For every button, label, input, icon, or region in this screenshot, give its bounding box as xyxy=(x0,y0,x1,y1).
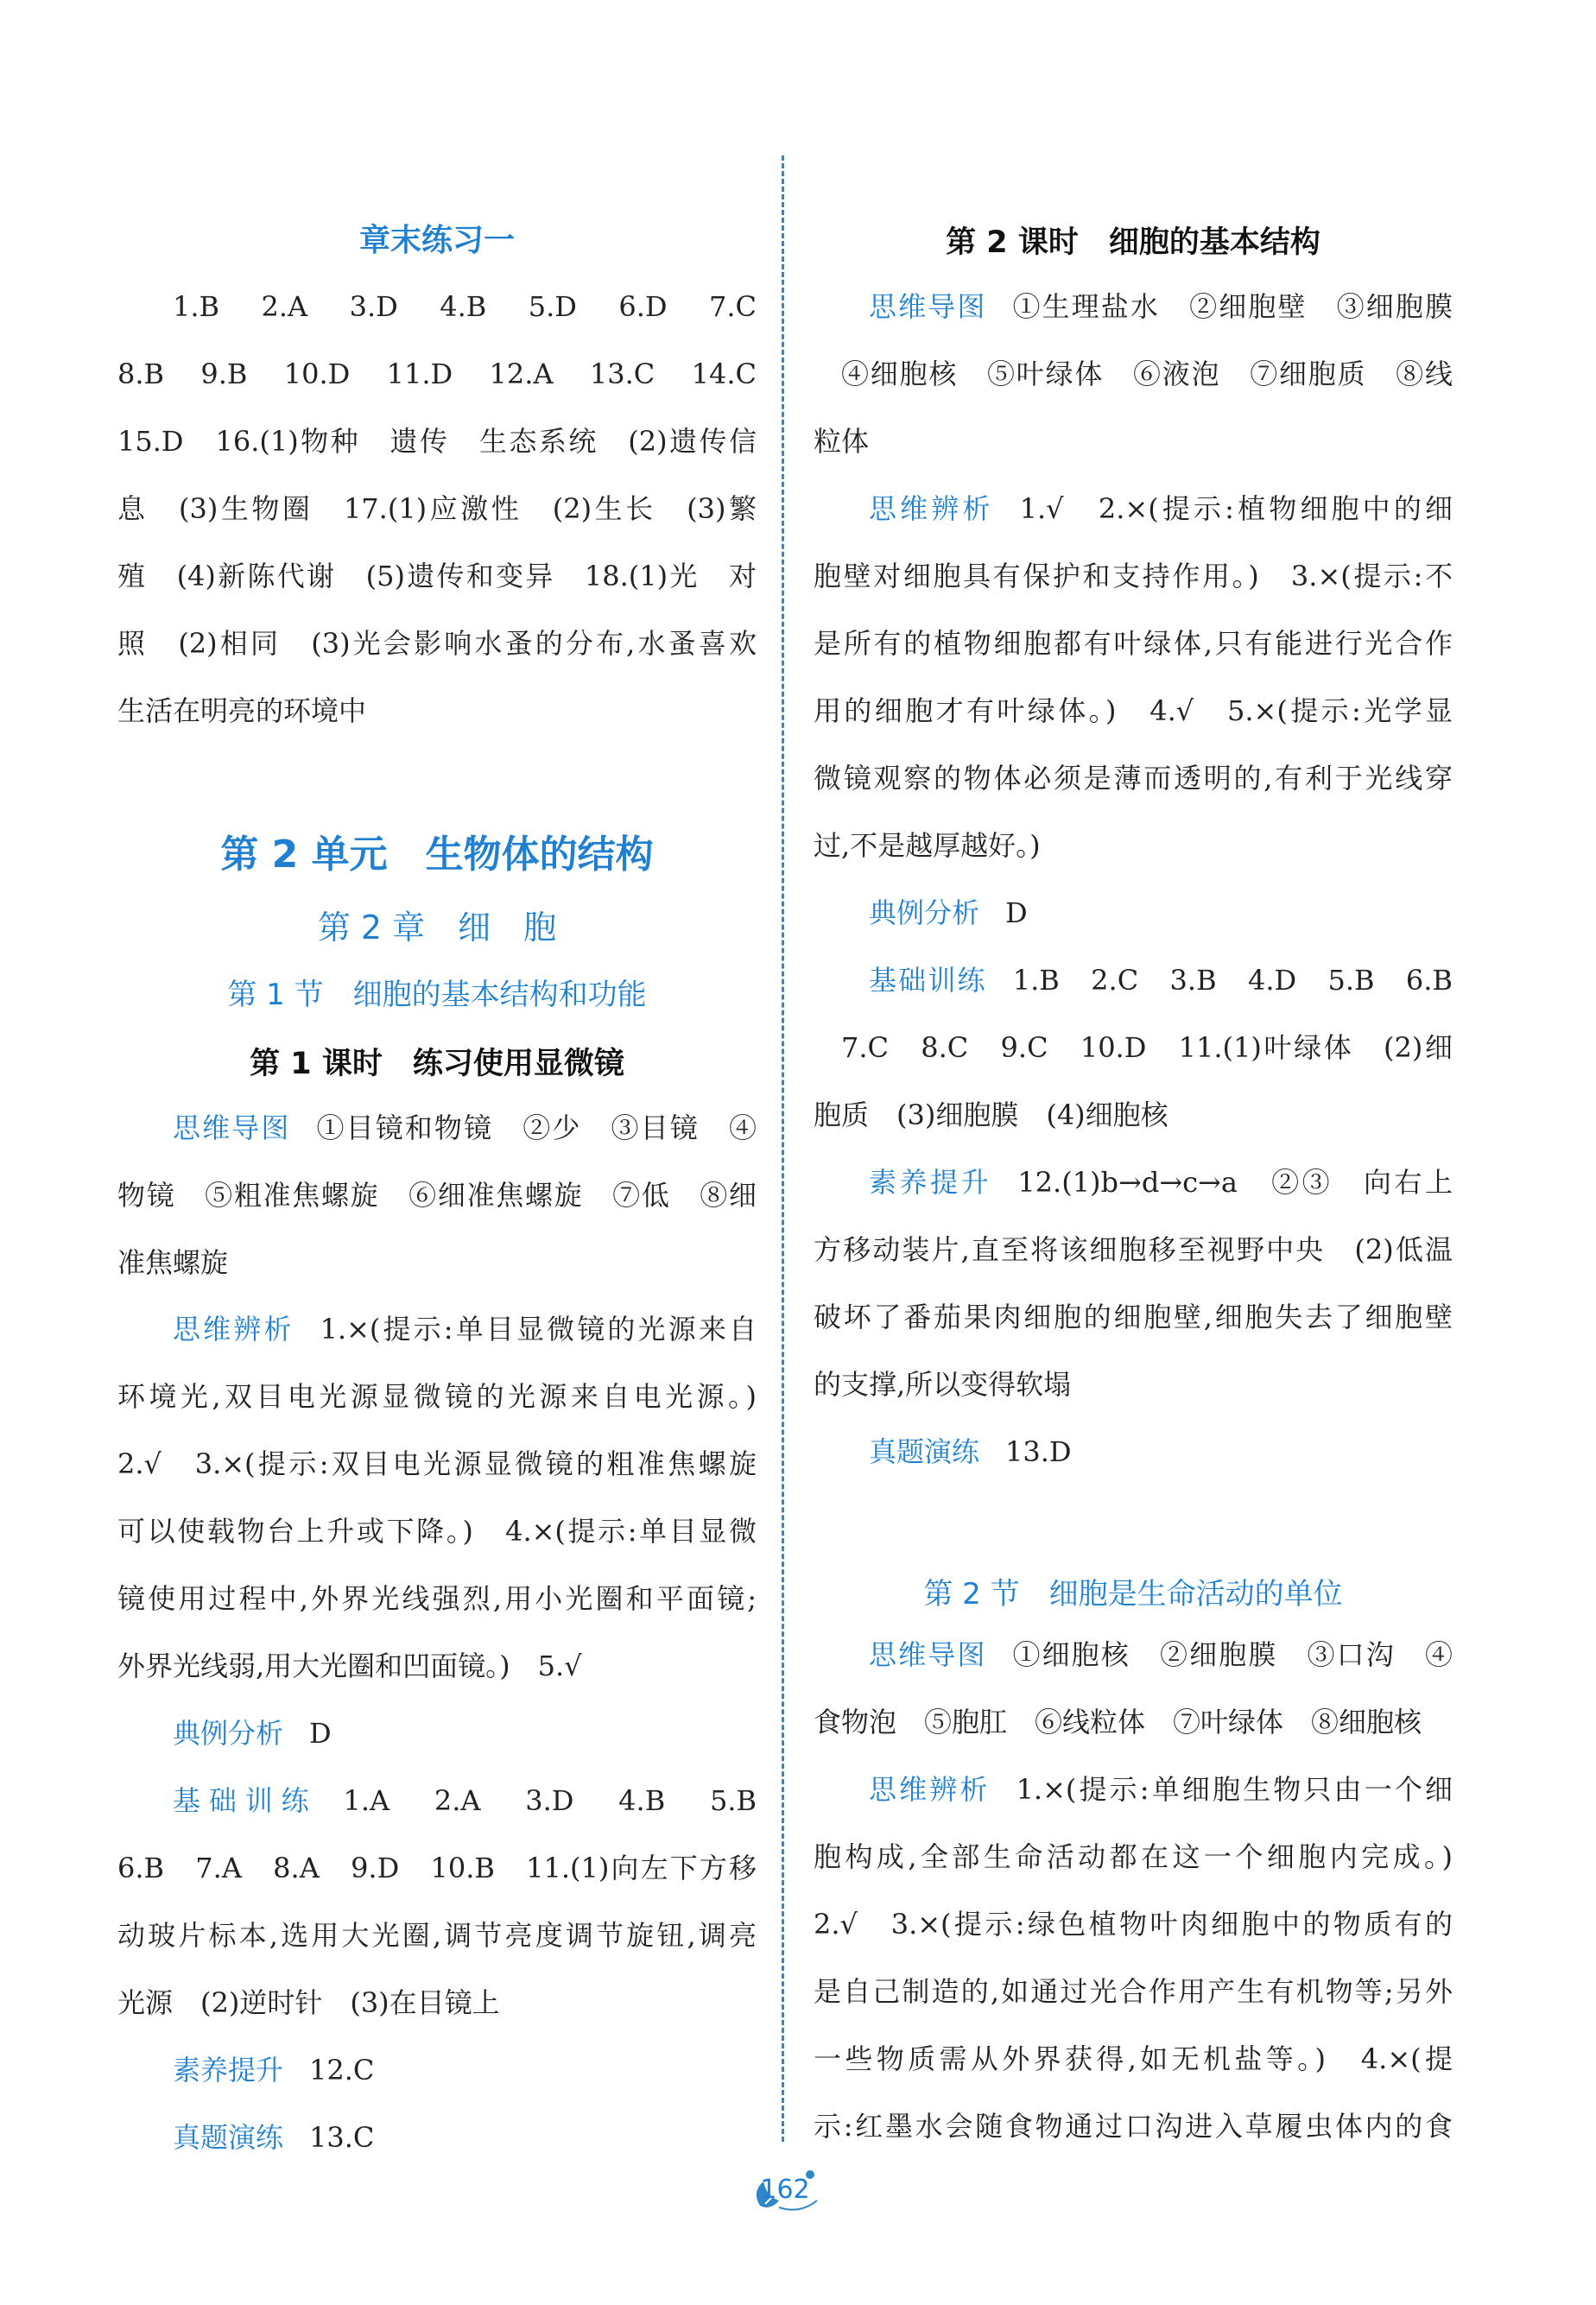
page-number-badge xyxy=(748,2166,822,2218)
literacy-line: 素养提升 12.C xyxy=(173,2054,375,2087)
answer-line: 1.B 2.A 3.D 4.B 5.D 6.D 7.C xyxy=(173,290,757,323)
mind-map-line: 思维导图 ①细胞核 ②细胞膜 ③口沟 ④ xyxy=(869,1638,1453,1671)
analysis-line: 是所有的植物细胞都有叶绿体,只有能进行光合作 xyxy=(814,627,1453,660)
real-exam-label: 真题演练 xyxy=(869,1435,980,1468)
analysis-line: 胞壁对细胞具有保护和支持作用。) 3.×(提示:不 xyxy=(814,560,1453,592)
mind-map-line: 粒体 xyxy=(814,425,870,458)
analysis-line: 环境光,双目电光源显微镜的光源来自电光源。) xyxy=(117,1380,757,1413)
analysis-line: 一些物质需从外界获得,如无机盐等。) 4.×(提 xyxy=(814,2042,1453,2075)
analysis-line: 2.√ 3.×(提示:绿色植物叶肉细胞中的物质有的 xyxy=(814,1908,1453,1941)
chapter-exercise-title: 章末练习一 xyxy=(358,223,515,258)
lesson-title: 第 1 课时 练习使用显微镜 xyxy=(250,1047,624,1081)
analysis-label: 思维辨析 xyxy=(173,1313,294,1346)
basic-line: 基础训练 1.A 2.A 3.D 4.B 5.B xyxy=(173,1784,757,1817)
analysis-line: 是自己制造的,如通过光合作用产生有机物等;另外 xyxy=(814,1975,1453,2008)
section-title: 第 1 节 细胞的基本结构和功能 xyxy=(227,978,647,1012)
example-line: 典例分析 D xyxy=(869,896,1028,929)
literacy-label: 素养提升 xyxy=(869,1166,992,1199)
answer-line: 照 (2)相同 (3)光会影响水蚤的分布,水蚤喜欢 xyxy=(117,627,757,660)
analysis-line: 微镜观察的物体必须是薄而透明的,有利于光线穿 xyxy=(814,762,1453,795)
real-exam-line: 真题演练 13.C xyxy=(173,2121,375,2154)
basic-line: 胞质 (3)细胞膜 (4)细胞核 xyxy=(814,1099,1168,1131)
lesson-title: 第 2 课时 细胞的基本结构 xyxy=(946,225,1320,260)
mind-map-line: ④细胞核 ⑤叶绿体 ⑥液泡 ⑦细胞质 ⑧线 xyxy=(841,358,1453,390)
mind-map-line: 食物泡 ⑤胞肛 ⑥线粒体 ⑦叶绿体 ⑧细胞核 xyxy=(814,1706,1422,1738)
literacy-line: 的支撑,所以变得软塌 xyxy=(814,1368,1072,1401)
page-number: 162 xyxy=(760,2175,810,2205)
analysis-line: 胞构成,全部生命活动都在这一个细胞内完成。) xyxy=(814,1840,1453,1873)
analysis-line: 思维辨析 1.×(提示:单细胞生物只由一个细 xyxy=(869,1773,1453,1806)
column-divider xyxy=(782,155,784,2142)
answer-line: 息 (3)生物圈 17.(1)应激性 (2)生长 (3)繁 xyxy=(117,492,757,525)
basic-line: 基础训练 1.B 2.C 3.B 4.D 5.B 6.B xyxy=(869,964,1453,997)
example-line: 典例分析 D xyxy=(173,1717,332,1750)
answer-line: 15.D 16.(1)物种 遗传 生态系统 (2)遗传信 xyxy=(117,425,757,458)
mind-map-label: 思维导图 xyxy=(869,290,987,323)
literacy-line: 素养提升 12.(1)b→d→c→a ②③ 向右上 xyxy=(869,1166,1453,1199)
analysis-line: 过,不是越厚越好。) xyxy=(814,829,1041,862)
analysis-line: 外界光线弱,用大光圈和凹面镜。) 5.√ xyxy=(117,1650,582,1682)
literacy-line: 方移动装片,直至将该细胞移至视野中央 (2)低温 xyxy=(814,1233,1453,1266)
mind-map-label: 思维导图 xyxy=(173,1111,291,1144)
example-label: 典例分析 xyxy=(173,1717,284,1750)
example-label: 典例分析 xyxy=(869,896,980,929)
mind-map-line: 思维导图 ①目镜和物镜 ②少 ③目镜 ④ xyxy=(173,1111,757,1144)
mind-map-line: 准焦螺旋 xyxy=(117,1246,229,1279)
basic-line: 光源 (2)逆时针 (3)在目镜上 xyxy=(117,1986,500,2019)
analysis-line: 示:红墨水会随食物通过口沟进入草履虫体内的食 xyxy=(814,2110,1453,2143)
basic-line: 6.B 7.A 8.A 9.D 10.B 11.(1)向左下方移 xyxy=(117,1852,757,1884)
answer-line: 生活在明亮的环境中 xyxy=(117,694,367,727)
analysis-line: 可以使载物台上升或下降。) 4.×(提示:单目显微 xyxy=(117,1515,757,1548)
analysis-label: 思维辨析 xyxy=(869,492,994,525)
chapter-title: 第 2 章 细 胞 xyxy=(317,909,557,947)
mind-map-label: 思维导图 xyxy=(869,1638,987,1671)
analysis-line: 用的细胞才有叶绿体。) 4.√ 5.×(提示:光学显 xyxy=(814,694,1453,727)
analysis-line: 思维辨析 1.×(提示:单目显微镜的光源来自 xyxy=(173,1313,757,1346)
basic-line: 7.C 8.C 9.C 10.D 11.(1)叶绿体 (2)细 xyxy=(841,1031,1453,1064)
analysis-line: 镜使用过程中,外界光线强烈,用小光圈和平面镜; xyxy=(117,1582,757,1615)
mind-map-line: 物镜 ⑤粗准焦螺旋 ⑥细准焦螺旋 ⑦低 ⑧细 xyxy=(117,1179,757,1212)
real-exam-line: 真题演练 13.D xyxy=(869,1435,1072,1468)
unit-title: 第 2 单元 生物体的结构 xyxy=(220,833,654,877)
literacy-label: 素养提升 xyxy=(173,2054,284,2087)
literacy-line: 破坏了番茄果肉细胞的细胞壁,细胞失去了细胞壁 xyxy=(814,1301,1453,1333)
analysis-line: 2.√ 3.×(提示:双目电光源显微镜的粗准焦螺旋 xyxy=(117,1447,757,1480)
answer-line: 殖 (4)新陈代谢 (5)遗传和变异 18.(1)光 对 xyxy=(117,560,757,592)
basic-label: 基础训练 xyxy=(869,964,987,997)
answer-line: 8.B 9.B 10.D 11.D 12.A 13.C 14.C xyxy=(117,358,757,390)
basic-label: 基础训练 xyxy=(173,1784,318,1817)
section-title: 第 2 节 细胞是生命活动的单位 xyxy=(923,1577,1343,1612)
mind-map-line: 思维导图 ①生理盐水 ②细胞壁 ③细胞膜 xyxy=(869,290,1453,323)
basic-line: 动玻片标本,选用大光圈,调节亮度调节旋钮,调亮 xyxy=(117,1919,757,1952)
analysis-line: 思维辨析 1.√ 2.×(提示:植物细胞中的细 xyxy=(869,492,1453,525)
analysis-label: 思维辨析 xyxy=(869,1773,991,1806)
real-exam-label: 真题演练 xyxy=(173,2121,284,2154)
